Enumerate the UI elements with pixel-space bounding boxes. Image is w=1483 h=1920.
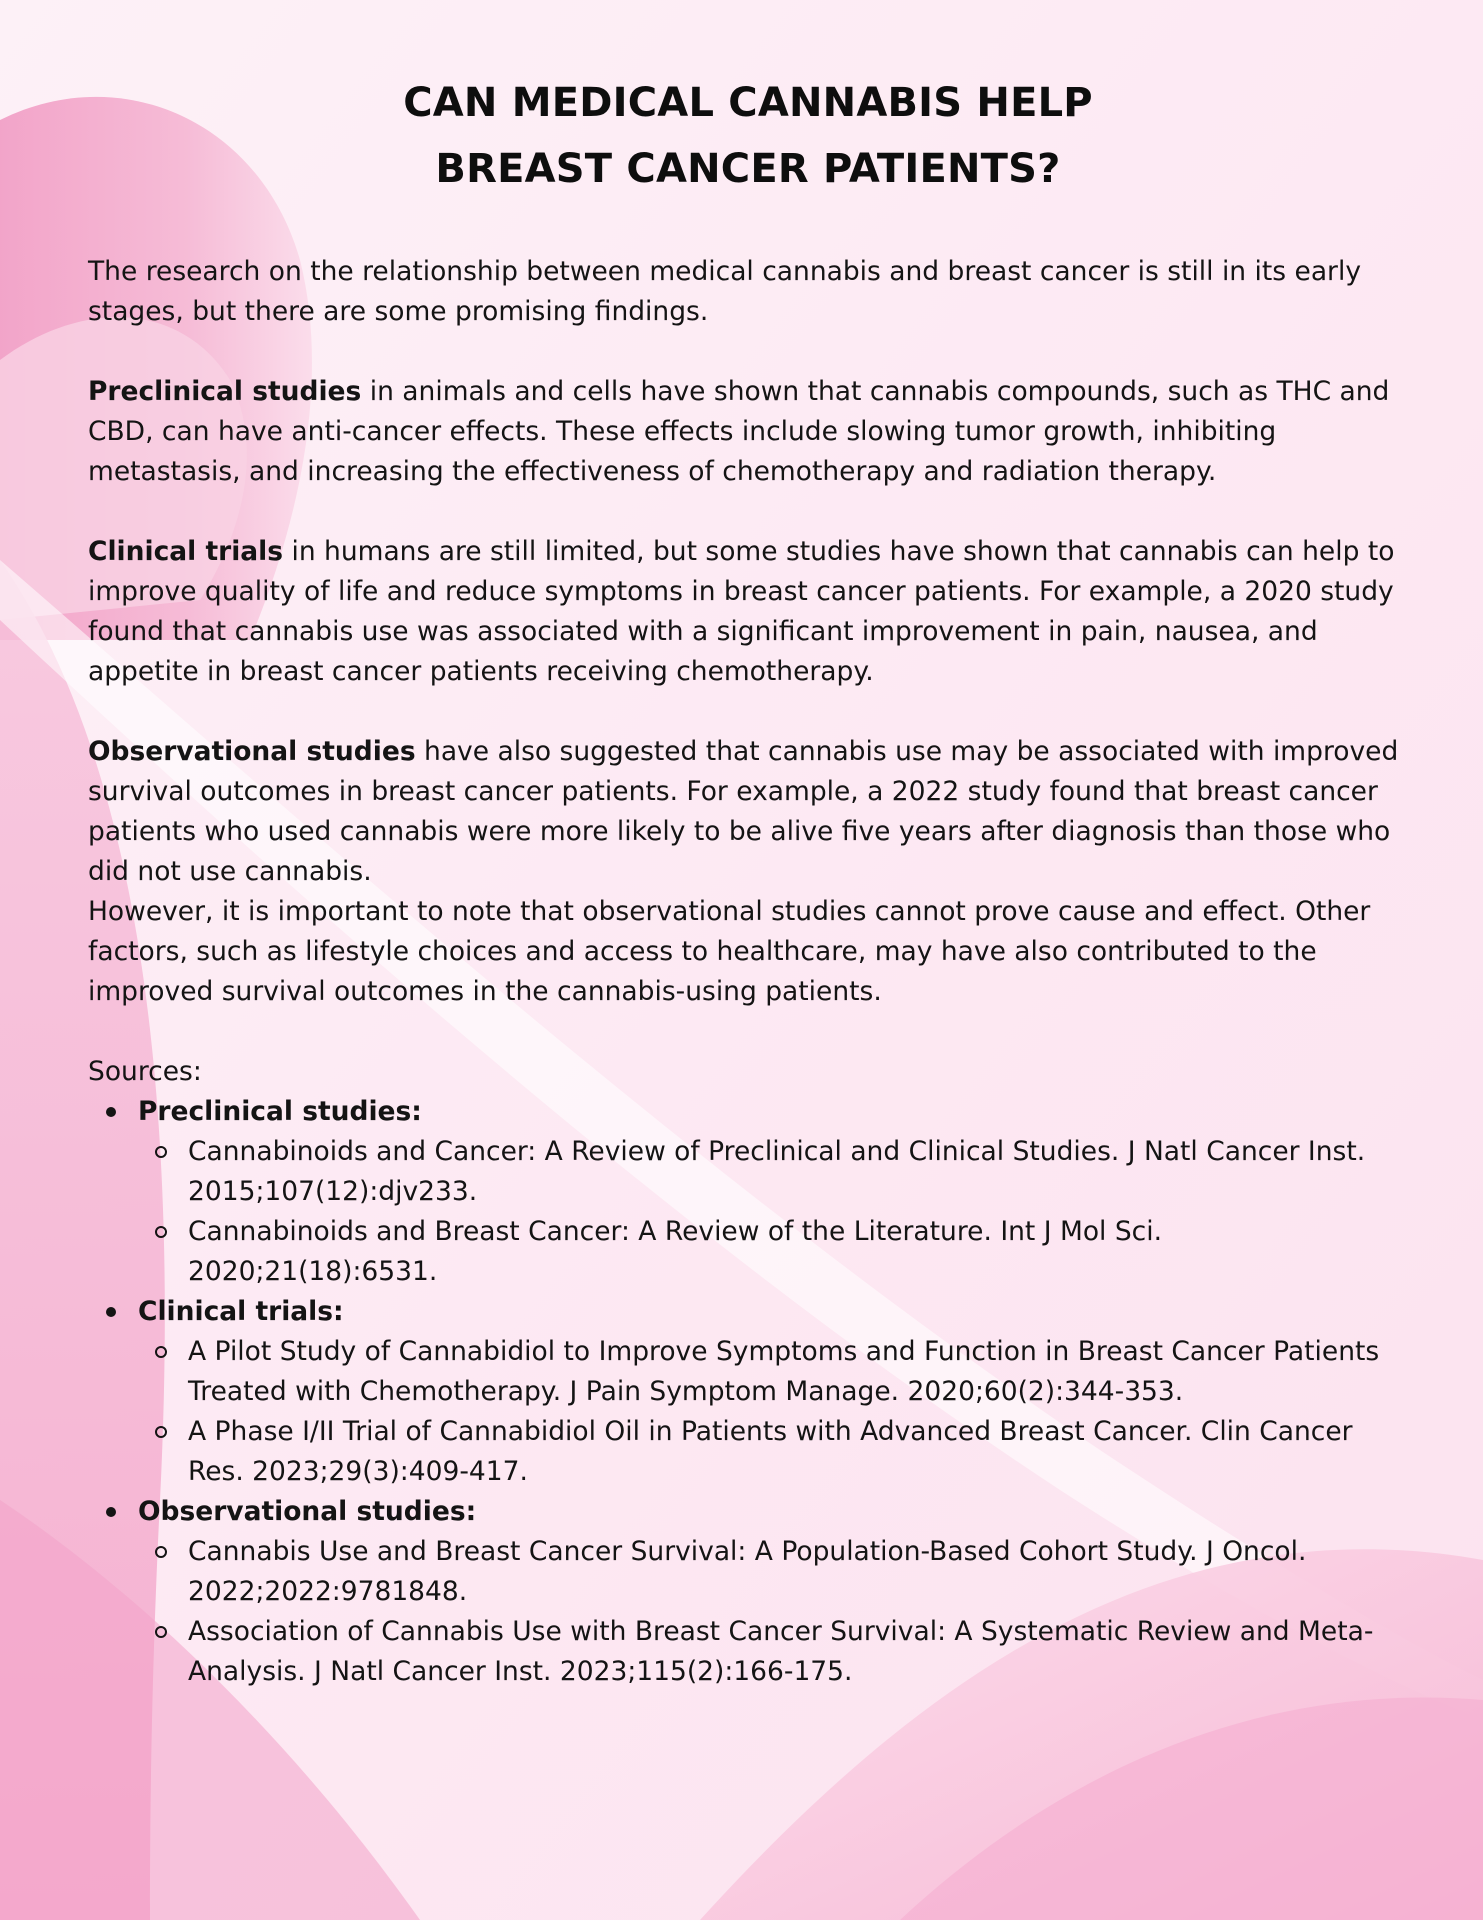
source-group-label: Clinical trials:: [138, 1296, 344, 1327]
source-item: Cannabinoids and Breast Cancer: A Review of the Literature. Int J Mol Sci. 2020;21(18):6531.: [188, 1212, 1408, 1292]
sources-label: Sources:: [88, 1056, 202, 1087]
source-item: Cannabinoids and Cancer: A Review of Preclinical and Clinical Studies. J Natl Cancer Inst. 2015;107(12):djv233.: [188, 1132, 1408, 1212]
title-line-2: BREAST CANCER PATIENTS?: [435, 146, 1061, 192]
preclinical-paragraph: [88, 372, 1408, 492]
document-content: [88, 70, 1408, 1692]
source-item: A Phase I/II Trial of Cannabidiol Oil in Patients with Advanced Breast Cancer. Clin Cancer Res. 2023;29(3):409-417.: [188, 1412, 1408, 1492]
caveat-paragraph: However, it is important to note that observational studies cannot prove cause and effect. Other factors, such as lifestyle choices and access to healthcare, may have also contributed to the improved survival outcomes in the cannabis-using patients.: [88, 896, 1371, 1007]
preclinical-heading: Preclinical studies: [88, 376, 362, 407]
preclinical-text: in animals and cells have shown that cannabis compounds, such as THC and CBD, can have anti-cancer effects. These effects include slowing tumor growth, inhibiting metastasis, and increasing the effectiveness of chemotherapy and radiation therapy.: [88, 376, 1390, 487]
sources-list: [88, 1092, 1408, 1692]
source-sublist: [138, 1132, 1408, 1292]
observational-heading: Observational studies: [88, 736, 416, 767]
source-item: A Pilot Study of Cannabidiol to Improve Symptoms and Function in Breast Cancer Patients Treated with Chemotherapy. J Pain Symptom Manage. 2020;60(2):344-353.: [188, 1332, 1408, 1412]
title-line-1: CAN MEDICAL CANNABIS HELP: [403, 80, 1093, 126]
source-group-clinical: [138, 1292, 1408, 1492]
observational-text: have also suggested that cannabis use may be associated with improved survival outcomes in breast cancer patients. For example, a 2022 study found that breast cancer patients who used cannabis were more likely to be alive five years after diagnosis than those who did not use cannabis.: [88, 736, 1399, 887]
clinical-heading: Clinical trials: [88, 536, 284, 567]
observational-paragraph: [88, 732, 1408, 892]
page-title: [88, 70, 1408, 202]
source-group-observational: [138, 1492, 1408, 1692]
clinical-text: in humans are still limited, but some studies have shown that cannabis can help to improve quality of life and reduce symptoms in breast cancer patients. For example, a 2020 study found that cannabis use was associated with a significant improvement in pain, nausea, and appetite in breast cancer patients receiving chemotherapy.: [88, 536, 1395, 687]
source-group-preclinical: [138, 1092, 1408, 1292]
intro-paragraph: The research on the relationship between medical cannabis and breast cancer is still in its early stages, but there are some promising findings.: [88, 256, 1361, 327]
source-item: Cannabis Use and Breast Cancer Survival: A Population-Based Cohort Study. J Oncol. 2022;2022:9781848.: [188, 1532, 1408, 1612]
source-sublist: [138, 1532, 1408, 1692]
source-group-label: Preclinical studies:: [138, 1096, 422, 1127]
source-sublist: [138, 1332, 1408, 1492]
source-group-label: Observational studies:: [138, 1496, 477, 1527]
source-item: Association of Cannabis Use with Breast Cancer Survival: A Systematic Review and Meta-Analysis. J Natl Cancer Inst. 2023;115(2):166-175.: [188, 1612, 1408, 1692]
clinical-paragraph: [88, 532, 1408, 692]
